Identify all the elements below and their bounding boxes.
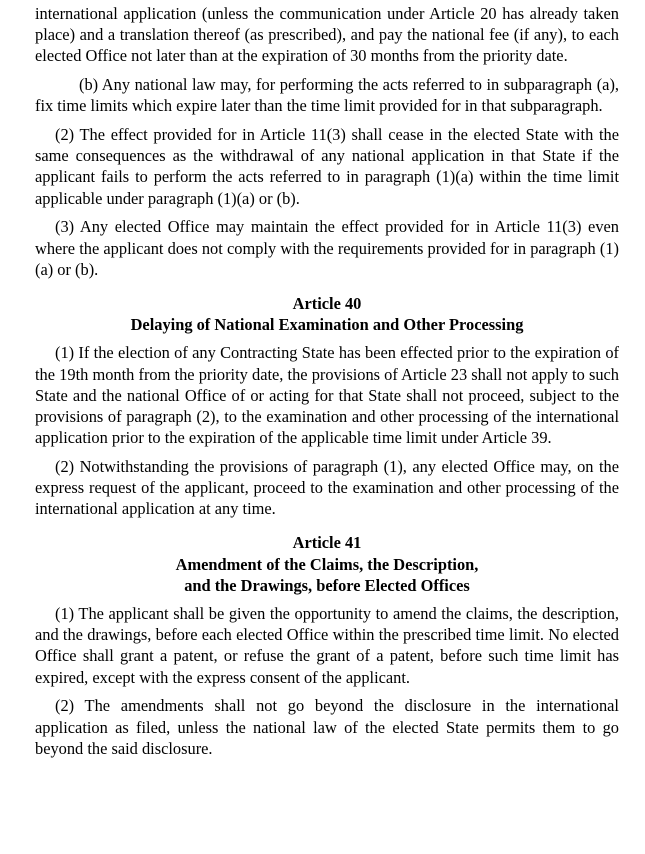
- article-41-title-line-1: Amendment of the Claims, the Description,: [175, 554, 479, 574]
- article-41-paragraph-1: (1) The applicant shall be given the opportunity to amend the claims, the description, and the drawings, before each elected Office within the prescribed time limit. No elected Office shall grant a patent, or refuse the grant of a patent, before such time limit has expired, except with the express consent of the applicant.: [35, 604, 619, 687]
- article-40-title: Delaying of National Examination and Other Processing: [130, 315, 524, 335]
- article-41-title-line-2: and the Drawings, before Elected Offices: [184, 575, 470, 595]
- paragraph-continuation: international application (unless the communication under Article 20 has already taken place) and a translation thereof (as prescribed), and pay the national fee (if any), to each elected Office not later than at the expiration of 30 months from the priority date.: [35, 4, 619, 66]
- article-40-paragraph-1: (1) If the election of any Contracting State has been effected prior to the expiration of the 19th month from the priority date, the provisions of Article 23 shall not apply to such State and the national Office of or acting for that State shall not proceed, subject to the provisions of paragraph (2), to the examination and other processing of the international application prior to the expiration of the applicable time limit under Article 39.: [35, 343, 619, 448]
- article-40-paragraph-2: (2) Notwithstanding the provisions of paragraph (1), any elected Office may, on the express request of the applicant, proceed to the examination and other processing of the international application at any time.: [35, 456, 619, 519]
- article-41-paragraph-2: (2) The amendments shall not go beyond the disclosure in the international application as filed, unless the national law of the elected State permits them to go beyond the said disclosure.: [35, 696, 619, 758]
- article-40-heading: [35, 293, 619, 335]
- article-40-number: Article 40: [292, 293, 362, 313]
- document-page: [35, 3, 619, 767]
- paragraph-2: (2) The effect provided for in Article 11(3) shall cease in the elected State with the same consequences as the withdrawal of any national application in that State if the applicant fails to perform the acts referred to in paragraph (1)(a) within the time limit applicable under paragraph (1)(a) or (b).: [35, 125, 619, 208]
- paragraph-1b: (b) Any national law may, for performing the acts referred to in subparagraph (a), fix time limits which expire later than the time limit provided for in that subparagraph.: [35, 75, 619, 116]
- article-41-number: Article 41: [292, 533, 362, 553]
- article-41-heading: [35, 532, 619, 596]
- paragraph-3: (3) Any elected Office may maintain the effect provided for in Article 11(3) even where the applicant does not comply with the requirements provided for in paragraph (1)(a) or (b).: [35, 217, 619, 279]
